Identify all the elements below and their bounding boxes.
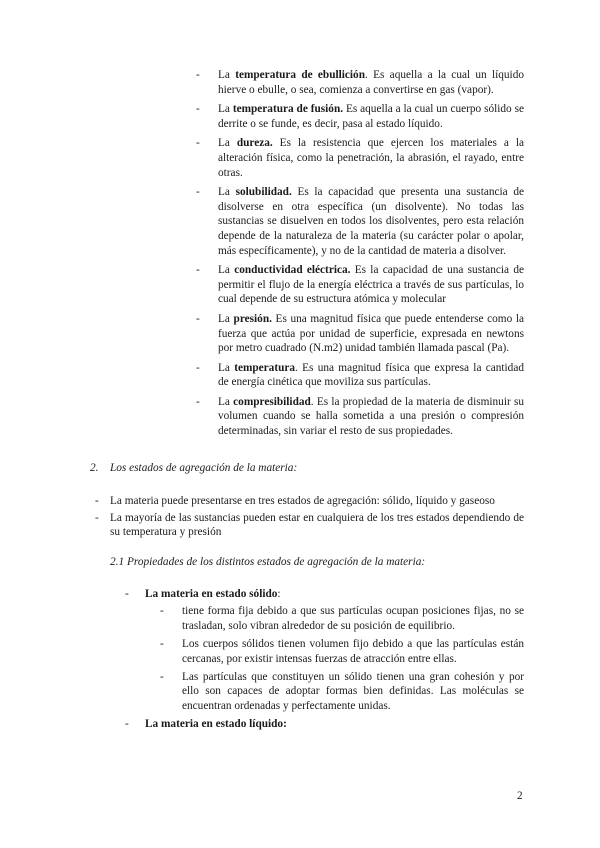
section-2-number: 2. bbox=[90, 461, 99, 474]
property-text bbox=[218, 185, 524, 258]
solid-sub-item bbox=[90, 604, 524, 633]
property-lead: La bbox=[218, 186, 236, 199]
section-2-bullets bbox=[90, 494, 524, 540]
property-term: compresibilidad bbox=[233, 395, 311, 408]
property-item bbox=[90, 395, 524, 439]
property-term: conductividad eléctrica. bbox=[234, 264, 351, 277]
property-item bbox=[90, 312, 524, 356]
property-text bbox=[218, 361, 524, 390]
liquid-state-heading-bold: La materia en estado líquido: bbox=[145, 717, 287, 730]
solid-state-heading-text bbox=[145, 587, 524, 602]
solid-sub-item-text: tiene forma fija debido a que sus partículas ocupan posiciones fijas, no se trasladan, solo vibran alrededor de su posición de equilibrio. bbox=[182, 605, 524, 632]
bullet-dash: - bbox=[125, 717, 129, 730]
list-item-text: La materia puede presentarse en tres estados de agregación: sólido, líquido y gaseoso bbox=[110, 495, 495, 508]
section-2-1-heading: 2.1 Propiedades de los distintos estados de agregación de la materia: bbox=[110, 556, 426, 569]
property-item bbox=[90, 185, 524, 258]
bullet-dash: - bbox=[125, 587, 129, 600]
property-term: presión. bbox=[233, 312, 272, 325]
property-term: temperatura bbox=[234, 361, 296, 374]
property-desc: Es aquella a la cual un cuerpo sólido se derrite o se funde, es decir, pasa al estado líquido. bbox=[218, 103, 524, 130]
bullet-dash: - bbox=[196, 103, 200, 116]
bullet-dash: - bbox=[196, 312, 200, 325]
property-desc: . Es aquella a la cual un líquido hierve o ebulle, o sea, comienza a convertirse en gas (vapor). bbox=[218, 69, 524, 96]
bullet-dash: - bbox=[196, 264, 200, 277]
property-lead: La bbox=[218, 103, 233, 116]
solid-state-heading bbox=[90, 587, 524, 602]
property-lead: La bbox=[218, 137, 237, 150]
property-desc: Es la resistencia que ejercen los materiales a la alteración física, como la penetración, la abrasión, el rayado, entre otras. bbox=[218, 137, 524, 179]
property-lead: La bbox=[218, 312, 234, 325]
list-item-text: La mayoría de las sustancias pueden estar en cualquiera de los tres estados dependiendo de su temperatura y presión bbox=[110, 511, 524, 539]
solid-sub-item bbox=[90, 670, 524, 714]
property-item bbox=[90, 68, 524, 97]
states-list bbox=[90, 587, 524, 732]
solid-sub-item bbox=[90, 637, 524, 666]
property-text bbox=[218, 68, 524, 97]
bullet-dash: - bbox=[160, 637, 164, 650]
property-desc: . Es la propiedad de la materia de disminuir su volumen cuando se halla sometida a una presión o compresión determinadas, sin variar el resto de sus propiedades. bbox=[218, 395, 524, 438]
property-desc: Es la capacidad que presenta una sustancia de disolverse en otra específica (un disolvente). No todas las sustancias se disuelven en todos los disolventes, pero esta relación depende de la naturaleza de la materia (su carácter polar o apolar, más específicamente), y no de la cantidad de materia a disolver. bbox=[218, 186, 524, 257]
property-desc: . Es una magnitud física que expresa la cantidad de energía cinética que moviliza sus partículas. bbox=[218, 361, 524, 389]
properties-list bbox=[90, 68, 524, 439]
liquid-state-heading-text bbox=[145, 717, 524, 732]
property-desc: Es la capacidad de una sustancia de permitir el flujo de la energía eléctrica a través de sus partículas, lo cual depende de su estructura atómica y molecular bbox=[218, 264, 524, 306]
property-term: temperatura de fusión. bbox=[232, 103, 344, 116]
property-item bbox=[90, 102, 524, 131]
solid-sub-item-text: Las partículas que constituyen un sólido tienen una gran cohesión y por ello son capaces de adoptar formas bien definidas. Las moléculas se encuentran ordenadas y perfectamente unidas. bbox=[182, 670, 524, 712]
property-text bbox=[218, 395, 524, 439]
list-item bbox=[90, 511, 524, 540]
bullet-dash: - bbox=[196, 137, 200, 150]
bullet-dash: - bbox=[196, 395, 200, 408]
page-number: 2 bbox=[517, 790, 523, 802]
bullet-dash: - bbox=[160, 670, 164, 683]
property-term: temperatura de ebullición bbox=[235, 69, 365, 81]
property-term: solubilidad. bbox=[235, 186, 292, 199]
property-lead: La bbox=[218, 395, 234, 408]
solid-state-heading-suffix: : bbox=[277, 587, 281, 600]
section-2-heading bbox=[90, 461, 524, 476]
bullet-dash: - bbox=[196, 361, 200, 374]
bullet-dash: - bbox=[160, 605, 164, 618]
bullet-dash: - bbox=[196, 186, 200, 199]
solid-state-heading-bold: La materia en estado sólido bbox=[145, 587, 278, 600]
bullet-dash: - bbox=[95, 495, 99, 508]
property-item bbox=[90, 263, 524, 307]
bullet-dash: - bbox=[196, 69, 200, 81]
property-text bbox=[218, 312, 524, 356]
property-item bbox=[90, 136, 524, 180]
property-term: dureza. bbox=[236, 137, 273, 150]
property-text bbox=[218, 136, 524, 180]
solid-sub-item-text: Los cuerpos sólidos tienen volumen fijo debido a que las partículas están cercanas, por existir intensas fuerzas de atracción entre ellas. bbox=[182, 637, 524, 665]
property-desc: Es una magnitud física que puede entenderse como la fuerza que actúa por unidad de superficie, expresada en newtons por metro cuadrado (N.m2) unidad también llamada pascal (Pa). bbox=[218, 312, 524, 355]
property-text bbox=[218, 102, 524, 131]
bullet-dash: - bbox=[95, 511, 99, 524]
liquid-state-heading bbox=[90, 717, 524, 732]
section-2-title: Los estados de agregación de la materia: bbox=[110, 461, 298, 474]
property-lead: La bbox=[218, 69, 236, 81]
list-item bbox=[90, 494, 524, 509]
property-text bbox=[218, 263, 524, 307]
page-content bbox=[90, 68, 524, 734]
property-lead: La bbox=[218, 264, 235, 277]
property-item bbox=[90, 361, 524, 390]
property-lead: La bbox=[218, 361, 235, 374]
